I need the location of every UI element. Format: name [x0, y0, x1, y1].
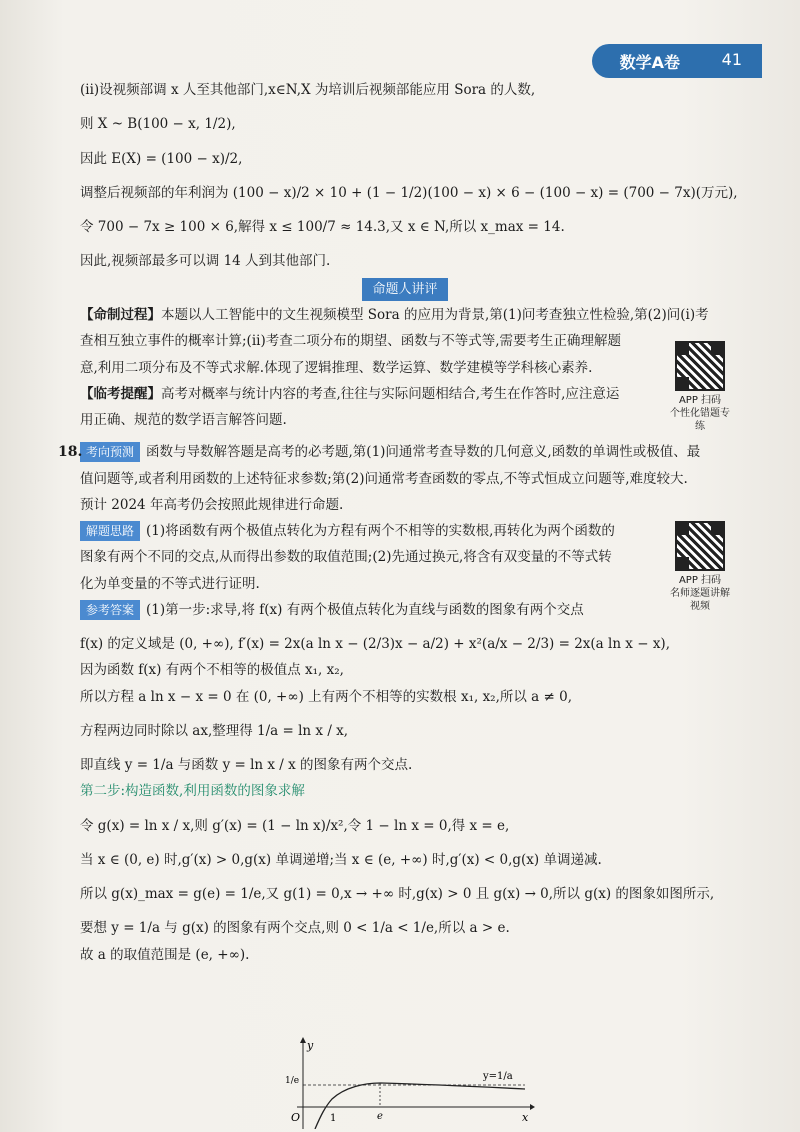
origin-label: O [291, 1111, 301, 1124]
commentary-block [80, 305, 730, 430]
commentary-text: 高考对概率与统计内容的考查,往往与实际问题相结合,考生在作答时,应注意运 [161, 385, 620, 402]
commentary-text: 意,利用二项分布及不等式求解.体现了逻辑推理、数学运算、数学建模等学科核心素养. [80, 359, 593, 376]
qr-caption: APP 扫码 [678, 575, 722, 586]
commentary-banner-wrap [80, 278, 730, 302]
answer-line: 方程两边同时除以 ax,整理得 1/a = ln x / x, [80, 722, 349, 739]
commentary-text: 用正确、规范的数学语言解答问题. [80, 412, 287, 428]
commentary-tag: 【临考提醒】 [80, 385, 161, 402]
page-content [58, 80, 738, 971]
qr-code-error-practice[interactable] [668, 341, 732, 433]
answer-line: f(x) 的定义域是 (0, +∞), f′(x) = 2x(a ln x − (2/3)x − a/2) + x²(a/x − 2/3) = 2x(a ln x − x), [80, 636, 670, 652]
question-18 [58, 442, 730, 965]
y-tick-label: 1/e [285, 1076, 300, 1086]
answer-line: 令 g(x) = ln x / x,则 g′(x) = (1 − ln x)/x²,令 1 − ln x = 0,得 x = e, [80, 817, 510, 834]
predict-text: 预计 2024 年高考仍会按照此规律进行命题. [80, 496, 344, 513]
function-graph [285, 1037, 535, 1129]
commentary-banner: 命题人讲评 [362, 278, 447, 302]
solution-line: 因此,视频部最多可以调 14 人到其他部门. [80, 253, 331, 270]
commentary-text: 本题以人工智能中的文生视频模型 Sora 的应用为背景,第(1)问考查独立性检验,第(2)问(i)考 [161, 307, 709, 323]
qr-caption: 个性化错题专练 [670, 408, 730, 432]
tick-label-1: 1 [330, 1113, 337, 1124]
idea-text: (1)将函数有两个极值点转化为方程有两个不相等的实数根,再转化为两个函数的 [146, 523, 615, 539]
answer-line: 即直线 y = 1/a 与函数 y = ln x / x 的图象有两个交点. [80, 757, 413, 773]
qr-code-icon [675, 521, 725, 571]
qr-caption: 名师逐题讲解视频 [670, 588, 730, 612]
solution-line: (ii)设视频部调 x 人至其他部门,x∈N,X 为培训后视频部能应用 Sora 的人数, [80, 82, 536, 98]
answer-line: 当 x ∈ (0, e) 时,g′(x) > 0,g(x) 单调递增;当 x ∈ (e, +∞) 时,g′(x) < 0,g(x) 单调递减. [80, 851, 602, 868]
solution-line: 则 X ~ B(100 − x, 1/2), [80, 116, 236, 133]
commentary-tag: 【命制过程】 [80, 307, 161, 323]
x-axis-label: x [522, 1111, 529, 1124]
line-label: y=1/a [483, 1071, 513, 1082]
answer-line: 所以方程 a ln x − x = 0 在 (0, +∞) 上有两个不相等的实数根 x₁, x₂,所以 a ≠ 0, [80, 688, 573, 705]
qr-code-icon [675, 341, 725, 391]
idea-text: 图象有两个不同的交点,从而得出参数的取值范围;(2)先通过换元,将含有双变量的不等式转 [80, 549, 612, 566]
predict-text: 值问题等,或者利用函数的上述特征求参数;第(2)问通常考查函数的零点,不等式恒成立问题等,难度较大. [80, 470, 688, 487]
predict-tag: 考向预测 [80, 442, 140, 462]
page-number: 41 [721, 50, 742, 69]
y-axis-arrow [300, 1037, 306, 1043]
qr-code-video[interactable] [668, 521, 732, 613]
g-curve [315, 1083, 525, 1129]
commentary-text: 查相互独立事件的概率计算;(ii)考查二项分布的期望、函数与不等式等,需要考生正确理解题 [80, 333, 622, 350]
answer-text: (1)第一步:求导,将 f(x) 有两个极值点转化为直线与函数的图象有两个交点 [146, 601, 584, 618]
predict-text: 函数与导数解答题是高考的必考题,第(1)问通常考查导数的几何意义,函数的单调性或极值、最 [146, 444, 701, 461]
answer-line: 要想 y = 1/a 与 g(x) 的图象有两个交点,则 0 < 1/a < 1/e,所以 a > e. [80, 920, 510, 937]
question-number: 18. [58, 444, 83, 461]
solution-line: 调整后视频部的年利润为 (100 − x)/2 × 10 + (1 − 1/2)(100 − x) × 6 − (100 − x) = (700 − 7x)(万元), [80, 184, 738, 201]
x-axis-arrow [530, 1104, 535, 1110]
answer-line: 故 a 的取值范围是 (e, +∞). [80, 946, 250, 963]
header-subject: 数学A卷 [619, 53, 680, 72]
idea-text: 化为单变量的不等式进行证明. [80, 575, 260, 592]
answer-line: 因为函数 f(x) 有两个不相等的极值点 x₁, x₂, [80, 662, 344, 679]
step-heading: 第二步:构造函数,利用函数的图象求解 [80, 783, 305, 800]
answer-tag: 参考答案 [80, 600, 140, 620]
qr-caption: APP 扫码 [678, 395, 722, 406]
idea-tag: 解题思路 [80, 521, 140, 541]
solution-line: 因此 E(X) = (100 − x)/2, [80, 150, 243, 167]
answer-line: 所以 g(x)_max = g(e) = 1/e,又 g(1) = 0,x → +∞ 时,g(x) > 0 且 g(x) → 0,所以 g(x) 的图象如图所示, [80, 886, 715, 902]
y-axis-label: y [307, 1039, 314, 1052]
tick-label-e: e [377, 1111, 383, 1122]
solution-line: 令 700 − 7x ≥ 100 × 6,解得 x ≤ 100/7 ≈ 14.3,又 x ∈ N,所以 x_max = 14. [80, 219, 565, 235]
